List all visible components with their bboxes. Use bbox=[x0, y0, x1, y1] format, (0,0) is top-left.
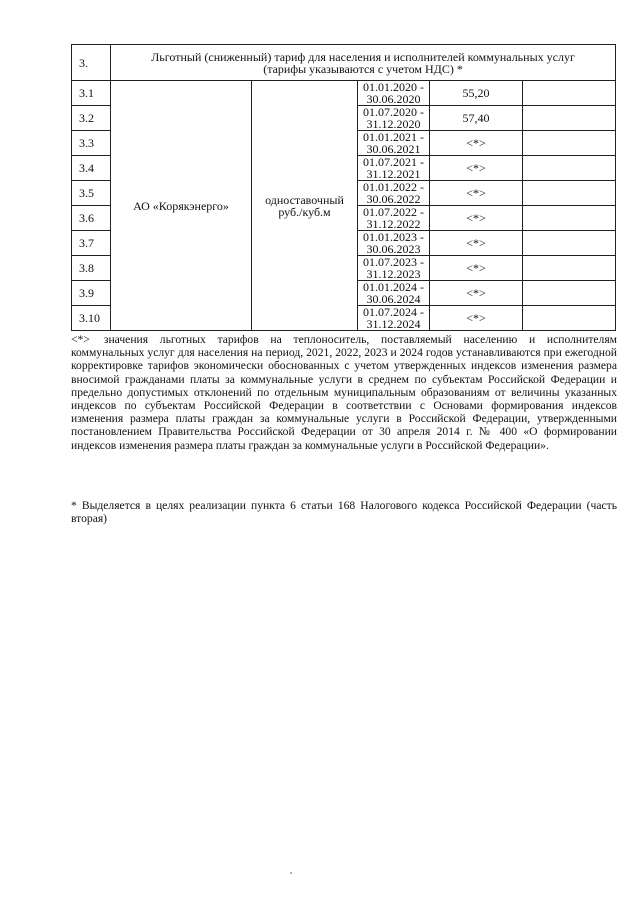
period-cell bbox=[358, 81, 430, 106]
tariff-value: <*> bbox=[430, 206, 523, 231]
period-end: 30.06.2021 bbox=[366, 142, 421, 156]
period-cell bbox=[358, 281, 430, 306]
empty-cell bbox=[523, 131, 616, 156]
period-cell bbox=[358, 256, 430, 281]
tariff-value: <*> bbox=[430, 306, 523, 331]
period-start: 01.01.2021 - bbox=[363, 130, 424, 144]
period-cell bbox=[358, 106, 430, 131]
footnote-marker: <*> bbox=[71, 333, 90, 346]
empty-cell bbox=[523, 281, 616, 306]
footnote-text: значения льготных тарифов на теплоноситель, поставляемый населению и исполнителям коммунальных услуг для населения на период, 2021, 2022, 2023 и 2024 годов устанавливаются при ежегодной корректировке тарифов экономически обоснованных с учетом утвержденных индексов изменения размера вносимой гражданами платы за коммунальные услуги в среднем по субъектам Российской Федерации и предельно допустимых отклонений по отдельным муниципальным образованиям от величины указанных индексов по субъектам Российской Федерации в соответствии с Основами формирования индексов изменения размера платы граждан за коммунальные услуги в Российской Федерации, утвержденными постановлением Правительства Российской Федерации от 30 апреля 2014 г. № 400 «О формировании индексов изменения размера платы граждан за коммунальные услуги в Российской Федерации». bbox=[71, 333, 617, 452]
period-start: 01.01.2020 - bbox=[363, 80, 424, 94]
period-start: 01.07.2024 - bbox=[363, 305, 424, 319]
empty-cell bbox=[523, 106, 616, 131]
section-number: 3. bbox=[72, 45, 111, 81]
period-cell bbox=[358, 181, 430, 206]
empty-cell bbox=[523, 231, 616, 256]
empty-cell bbox=[523, 306, 616, 331]
period-end: 31.12.2024 bbox=[366, 317, 421, 331]
row-number: 3.7 bbox=[72, 231, 111, 256]
period-end: 30.06.2024 bbox=[366, 292, 421, 306]
row-number: 3.10 bbox=[72, 306, 111, 331]
period-end: 31.12.2020 bbox=[366, 117, 421, 131]
period-end: 30.06.2023 bbox=[366, 242, 421, 256]
tariff-unit bbox=[252, 81, 358, 331]
tariff-value: <*> bbox=[430, 231, 523, 256]
period-end: 31.12.2023 bbox=[366, 267, 421, 281]
period-cell bbox=[358, 131, 430, 156]
tariff-value: <*> bbox=[430, 181, 523, 206]
row-number: 3.2 bbox=[72, 106, 111, 131]
section-title bbox=[111, 45, 616, 81]
tariff-value: 55,20 bbox=[430, 81, 523, 106]
organization-name: АО «Корякэнерго» bbox=[111, 81, 252, 331]
empty-cell bbox=[523, 181, 616, 206]
section-title-line2: (тарифы указываются с учетом НДС) * bbox=[263, 61, 463, 76]
period-start: 01.01.2023 - bbox=[363, 230, 424, 244]
period-cell bbox=[358, 156, 430, 181]
empty-cell bbox=[523, 81, 616, 106]
tariff-measure: руб./куб.м bbox=[278, 204, 331, 219]
period-start: 01.07.2022 - bbox=[363, 205, 424, 219]
row-number: 3.5 bbox=[72, 181, 111, 206]
empty-cell bbox=[523, 206, 616, 231]
period-start: 01.01.2024 - bbox=[363, 280, 424, 294]
period-end: 30.06.2020 bbox=[366, 92, 421, 106]
tariff-value: <*> bbox=[430, 281, 523, 306]
row-number: 3.4 bbox=[72, 156, 111, 181]
empty-cell bbox=[523, 156, 616, 181]
tariff-value: 57,40 bbox=[430, 106, 523, 131]
period-start: 01.07.2023 - bbox=[363, 255, 424, 269]
tariff-value: <*> bbox=[430, 156, 523, 181]
tariff-value: <*> bbox=[430, 131, 523, 156]
period-end: 30.06.2022 bbox=[366, 192, 421, 206]
tariff-type: одноставочный bbox=[265, 192, 344, 207]
period-end: 31.12.2022 bbox=[366, 217, 421, 231]
section-title-line1: Льготный (сниженный) тариф для населения и исполнителей коммунальных услуг bbox=[151, 49, 575, 64]
period-cell bbox=[358, 206, 430, 231]
period-cell bbox=[358, 306, 430, 331]
footnote-vat: * Выделяется в целях реализации пункта 6 статьи 168 Налогового кодекса Российской Федерации (часть вторая) bbox=[71, 499, 617, 526]
period-start: 01.07.2021 - bbox=[363, 155, 424, 169]
empty-cell bbox=[523, 256, 616, 281]
row-number: 3.1 bbox=[72, 81, 111, 106]
table-row bbox=[72, 81, 616, 106]
table-header-row bbox=[72, 45, 616, 81]
tariff-table bbox=[71, 44, 616, 331]
page-speck bbox=[290, 872, 292, 874]
row-number: 3.9 bbox=[72, 281, 111, 306]
period-cell bbox=[358, 231, 430, 256]
period-end: 31.12.2021 bbox=[366, 167, 421, 181]
row-number: 3.8 bbox=[72, 256, 111, 281]
footnote-tariff-values bbox=[71, 333, 617, 452]
period-start: 01.07.2020 - bbox=[363, 105, 424, 119]
tariff-value: <*> bbox=[430, 256, 523, 281]
row-number: 3.3 bbox=[72, 131, 111, 156]
period-start: 01.01.2022 - bbox=[363, 180, 424, 194]
row-number: 3.6 bbox=[72, 206, 111, 231]
